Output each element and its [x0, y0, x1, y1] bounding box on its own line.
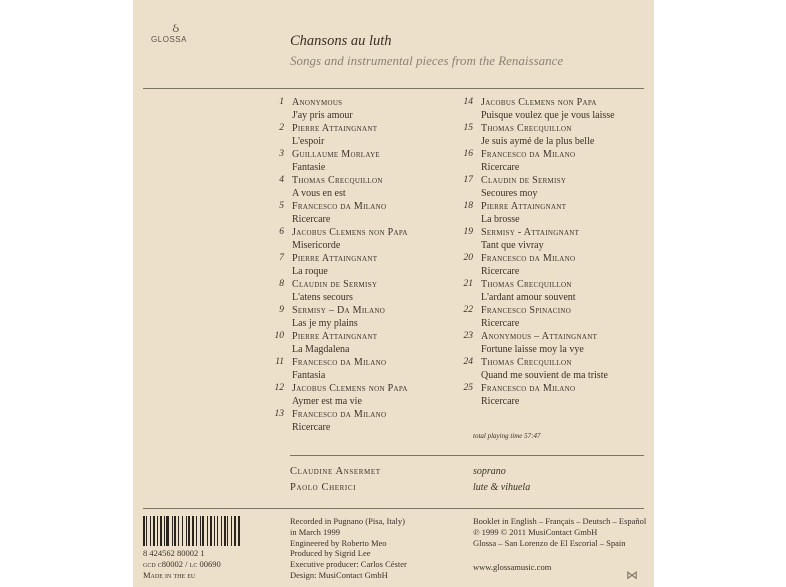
track-title: L'atens secours [292, 292, 353, 303]
track-item [459, 226, 649, 252]
booklet-line: Booklet in English – Français – Deutsch – Español [473, 516, 647, 526]
track-item [270, 148, 456, 174]
track-composer: Jacobus Clemens non Papa [481, 97, 597, 108]
track-item [459, 96, 649, 122]
track-title: J'ay pris amour [292, 110, 353, 121]
track-composer: Pierre Attaingnant [292, 253, 378, 264]
track-item [270, 304, 456, 330]
track-title: L'ardant amour souvent [481, 292, 576, 303]
track-composer: Pierre Attaingnant [481, 201, 567, 212]
track-item [270, 382, 456, 408]
track-item [459, 252, 649, 278]
track-title: A vous en est [292, 188, 346, 199]
track-item [270, 408, 456, 434]
barcode-info [143, 548, 221, 580]
track-number: 22 [463, 305, 473, 315]
track-title: Ricercare [481, 318, 520, 329]
logo-mark-icon: ઠ [172, 21, 180, 35]
track-item [459, 356, 649, 382]
track-title: Secoures moy [481, 188, 538, 199]
track-item [270, 278, 456, 304]
track-item [459, 382, 649, 408]
track-title: Ricercare [292, 422, 331, 433]
track-item [270, 330, 456, 356]
track-composer: Thomas Crecquillon [481, 279, 572, 290]
track-item [459, 278, 649, 304]
performer-name: Paolo Cherici [290, 482, 357, 493]
track-number: 1 [279, 97, 284, 107]
track-number: 18 [463, 201, 473, 211]
track-composer: Thomas Crecquillon [481, 357, 572, 368]
track-number: 9 [279, 305, 284, 315]
credit-line: Executive producer: Carlos Céster [290, 559, 407, 570]
track-list-column [459, 96, 649, 408]
track-title: La brosse [481, 214, 520, 225]
track-item [270, 122, 456, 148]
credit-line: Engineered by Roberto Meo [290, 537, 387, 548]
track-title: Misericorde [292, 240, 341, 251]
track-number: 11 [275, 357, 284, 367]
track-composer: Guillaume Morlaye [292, 149, 381, 160]
track-title: Las je my plains [292, 318, 358, 329]
track-title: Ricercare [481, 266, 520, 277]
track-number: 13 [274, 409, 284, 419]
divider [143, 508, 644, 509]
track-item [459, 122, 649, 148]
made-in: Made in the eu [143, 569, 196, 580]
divider [143, 88, 644, 89]
track-composer: Francesco da Milano [481, 383, 576, 394]
track-title: L'espoir [292, 136, 325, 147]
track-number: 19 [463, 227, 473, 237]
barcode-number: 8 424562 80002 1 [143, 548, 205, 558]
credit-line: Produced by Sigrid Lee [290, 548, 371, 559]
track-composer: Pierre Attaingnant [292, 331, 378, 342]
track-title: Ricercare [481, 396, 520, 407]
track-item [459, 174, 649, 200]
booklet-info [473, 516, 646, 548]
track-number: 17 [463, 175, 473, 185]
track-composer: Francesco Spinacino [481, 305, 572, 316]
track-number: 10 [274, 331, 284, 341]
track-item [270, 96, 456, 122]
track-number: 12 [274, 383, 284, 393]
track-title: Quand me souvient de ma triste [481, 370, 608, 381]
track-composer: Anonymous [292, 97, 343, 108]
track-title: Fantasia [292, 370, 326, 381]
track-title: Aymer est ma vie [292, 396, 362, 407]
track-title: Fortune laisse moy la vye [481, 344, 584, 355]
track-composer: Jacobus Clemens non Papa [292, 383, 408, 394]
track-composer: Thomas Crecquillon [481, 123, 572, 134]
album-back-cover [133, 0, 654, 587]
performer-name: Claudine Ansermet [290, 466, 381, 477]
track-number: 5 [279, 201, 284, 211]
track-composer: Sermisy – Da Milano [292, 305, 386, 316]
track-item [270, 356, 456, 382]
track-composer: Francesco da Milano [292, 409, 387, 420]
track-item [270, 200, 456, 226]
track-number: 2 [279, 123, 284, 133]
track-composer: Sermisy - Attaingnant [481, 227, 580, 238]
track-composer: Francesco da Milano [292, 357, 387, 368]
track-number: 15 [463, 123, 473, 133]
track-title: Fantasie [292, 162, 326, 173]
track-title: La Magdalena [292, 344, 350, 355]
total-playing-time: total playing time 57:47 [473, 432, 541, 440]
glossa-logo [149, 22, 189, 45]
track-title: Tant que vivray [481, 240, 544, 251]
track-number: 4 [279, 175, 284, 185]
track-item [459, 330, 649, 356]
track-list-column [270, 96, 456, 434]
copyright-line: ℗ 1999 © 2011 MusiContact GmbH [473, 526, 598, 537]
track-number: 24 [463, 357, 473, 367]
track-number: 3 [279, 149, 284, 159]
catalog-number: gcd c80002 / lc 00690 [143, 558, 221, 569]
track-title: Puisque voulez que je vous laisse [481, 110, 615, 121]
track-number: 8 [279, 279, 284, 289]
credit-line: Design: MusiContact GmbH [290, 569, 388, 580]
track-title: Ricercare [481, 162, 520, 173]
label-name: GLOSSA [151, 35, 187, 44]
track-title: La roque [292, 266, 328, 277]
track-composer: Claudin de Sermisy [481, 175, 567, 186]
track-composer: Francesco da Milano [292, 201, 387, 212]
track-item [459, 200, 649, 226]
track-item [459, 304, 649, 330]
track-composer: Francesco da Milano [481, 253, 576, 264]
cd-logo-icon: ⋈ [626, 568, 638, 582]
track-title: Je suis aymé de la plus belle [481, 136, 595, 147]
track-number: 14 [463, 97, 473, 107]
publisher-line: Glossa – San Lorenzo de El Escorial – Spain [473, 537, 626, 548]
performer-role: lute & vihuela [473, 482, 531, 493]
credit-line: in March 1999 [290, 526, 341, 537]
track-number: 16 [463, 149, 473, 159]
track-composer: Claudin de Sermisy [292, 279, 378, 290]
track-composer: Pierre Attaingnant [292, 123, 378, 134]
barcode-bar [240, 516, 242, 546]
website: www.glossamusic.com [473, 562, 552, 572]
album-subtitle: Songs and instrumental pieces from the Renaissance [290, 53, 564, 68]
track-number: 6 [279, 227, 284, 237]
divider [290, 455, 644, 456]
track-item [270, 174, 456, 200]
album-title: Chansons au luth [290, 33, 392, 49]
track-number: 25 [463, 383, 473, 393]
recording-credits [290, 516, 407, 581]
track-composer: Francesco da Milano [481, 149, 576, 160]
barcode [143, 516, 279, 546]
track-item [270, 226, 456, 252]
track-number: 20 [463, 253, 473, 263]
track-composer: Jacobus Clemens non Papa [292, 227, 408, 238]
track-item [270, 252, 456, 278]
credit-line: Recorded in Pugnano (Pisa, Italy) [290, 516, 405, 526]
track-number: 7 [279, 253, 284, 263]
track-title: Ricercare [292, 214, 331, 225]
track-composer: Anonymous – Attaingnant [481, 331, 598, 342]
track-number: 21 [463, 279, 473, 289]
track-composer: Thomas Crecquillon [292, 175, 383, 186]
track-item [459, 148, 649, 174]
track-number: 23 [463, 331, 473, 341]
performer-role: soprano [473, 466, 506, 477]
